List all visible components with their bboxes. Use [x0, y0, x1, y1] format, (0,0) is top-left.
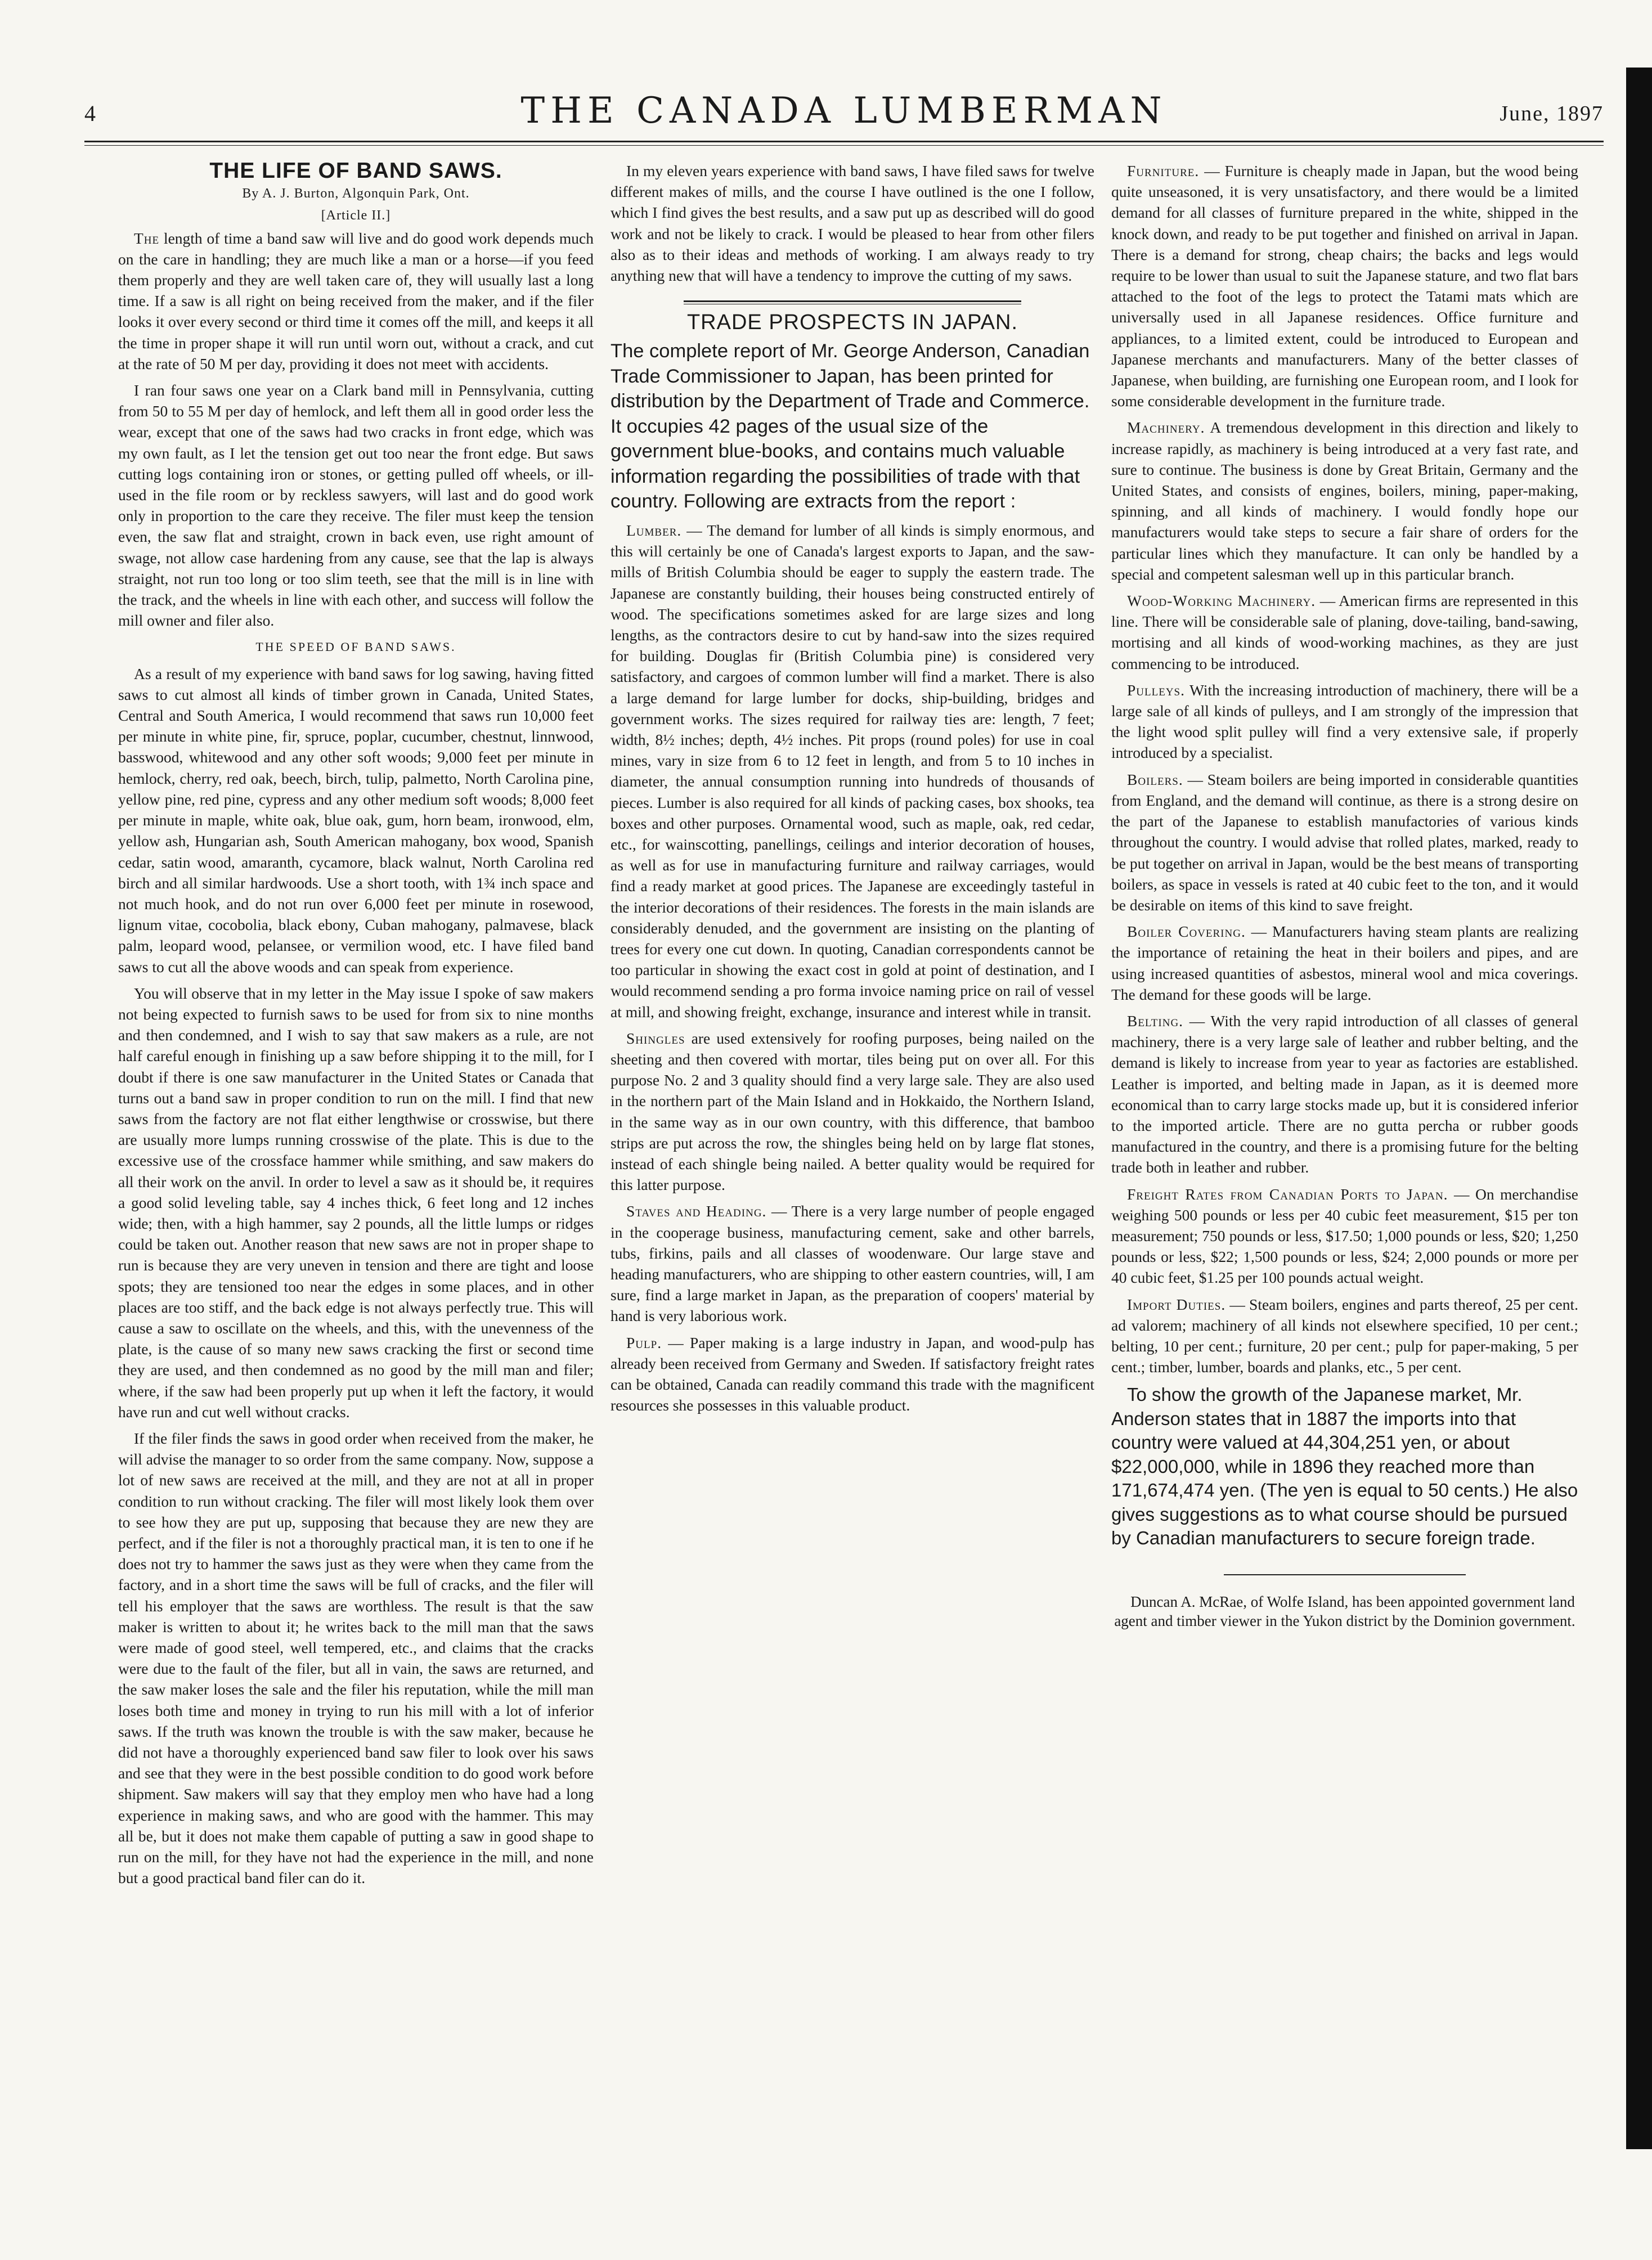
section-text: — The demand for lumber of all kinds is simply enormous, and this will certainly be one of Canada's largest exports to Japan, and the saw-mills of British Columbia should be eager to supply the eastern trade. The Japanese are constantly building, their houses being constructed entirely of wood. The specifications sometimes asked for are large sizes and long lengths, as the contractors desire to cut by hand-saw into the sizes required for building. Douglas fir (British Columbia pine) is considered very satisfactory, and cargoes of common lumber will find a market. There is also a large demand for large lumber for docks, ship-building, bridges and government works. The sizes required for railway ties are: length, 7 feet; width, 8½ inches; depth, 4½ inches. Pit props (round poles) for use in coal mines, vary in size from 6 to 12 feet in length, and from 5 to 10 inches in diameter, the annual consumption running into hundreds of thousands of pieces. Lumber is also required for all kinds of packing cases, box shooks, tea boxes and other purposes. Ornamental wood, such as maple, oak, red cedar, etc., for wainscotting, panellings, ceilings and interior decoration of houses, as well as for use in manufacturing furniture and railway carriages, would find a ready market at good prices. The Japanese are exceedingly tasteful in the interior decorations of their residences. The forests in the main islands are considerably denuded, and the government are insisting on the planting of trees for every one cut down. In quoting, Canadian correspondents cannot be too particular in showing the exact cost in gold at point of destination, and I would recommend sending a pro forma invoice naming price on rail of vessel at mill, and showing freight, exchange, insurance and interest while in transit.	[610, 521, 1094, 1021]
report-section-freight-rates	[1111, 1184, 1578, 1288]
section-head: Lumber.	[626, 521, 682, 539]
page-binding-edge	[1626, 68, 1652, 2149]
column-1	[118, 160, 594, 2236]
report-section-machinery	[1111, 417, 1578, 585]
column-3	[1111, 160, 1578, 2236]
section-text: — Manufacturers having steam plants are realizing the importance of retaining the heat in their boilers and pipes, and are using increased quantities of asbestos, mineral wool and mica coverings. The demand for these goods will be large.	[1111, 923, 1578, 1003]
news-notice: Duncan A. McRae, of Wolfe Island, has been appointed government land agent and timber viewer in the Yukon district by the Dominion government.	[1114, 1593, 1575, 1630]
article-title: THE LIFE OF BAND SAWS.	[209, 160, 502, 183]
paragraph-lead-word: The	[134, 229, 160, 247]
report-section-boiler-covering	[1111, 921, 1578, 1005]
paragraph-text: length of time a band saw will live and do good work depends much on the care in handling; they are much like a man or a horse—if you feed them properly and they are well taken care of, they will usually last a long time. If a saw is all right on being received from the maker, and if the filer looks it over every second or third time it comes off the mill, and keeps it all the time in proper shape it will run until worn out, without a crack, and cut at the rate of 50 M per day, providing it does not meet with accidents.	[118, 229, 594, 372]
header-rule-thin	[84, 145, 1604, 146]
section-rule	[1224, 1574, 1466, 1575]
report-section-boilers	[1111, 769, 1578, 915]
section-text: A tremendous development in this direction and likely to increase rapidly, as machinery is being introduced at a very fast rate, and sure to continue. The business is done by Great Britain, Germany and the United States, and consists of engines, boilers, mining, paper-making, spinning, and all kinds of machinery. I would fondly hope our manufacturers would take steps to secure a fair share of orders for the particular lines which they manufacture. It can only be handled by a special and competent salesman well up in this particular branch.	[1111, 419, 1578, 583]
article-paragraph	[118, 228, 594, 374]
section-head: Wood-Working Machinery.	[1127, 592, 1316, 610]
section-head: Pulleys.	[1127, 681, 1185, 699]
section-head: Staves and Heading.	[626, 1202, 767, 1220]
section-text: — There is a very large number of people engaged in the cooperage business, manufacturing cement, sake and other barrels, tubs, firkins, pails and all classes of woodenware. Our large stave and heading manufacturers, who are shipping to other eastern countries, will, I am sure, find a large market in Japan, as the preparation of coopers' material by hand is very laborious work.	[610, 1202, 1094, 1325]
section-head: Import Duties.	[1127, 1295, 1226, 1313]
article-subhead: THE SPEED OF BAND SAWS.	[255, 640, 456, 654]
section-head: Furniture.	[1127, 162, 1200, 179]
section-text: With the increasing introduction of machinery, there will be a large sale of all kinds of pulleys, and I am strongly of the impression that the light wood split pulley will find a very extensive sale, if properly introduced by a specialist.	[1111, 681, 1578, 762]
section-text: are used extensively for roofing purposes, being nailed on the sheeting and then covered with mortar, tiles being put on over all. For this purpose No. 2 and 3 quality should find a very large sale. They are also used in the northern part of the Main Island and in Hokkaido, the Northern Island, in the same way as in our own country, with this difference, that bamboo strips are put across the row, the shingles being held on by large flat stones, instead of each shingle being nailed. A better quality would be required for this latter purpose.	[610, 1029, 1094, 1194]
section-text: — American firms are represented in this line. There will be considerable sale of planing, dove-tailing, band-sawing, mortising and all kinds of wood-working machines, as they are just commencing to be introduced.	[1111, 592, 1578, 672]
report-section-pulp	[610, 1332, 1094, 1416]
report-section-lumber	[610, 520, 1094, 1022]
column-2	[610, 160, 1094, 2236]
section-text: — With the very rapid introduction of all classes of general machinery, there is a very large sale of leather and rubber belting, and the demand is likely to increase from year to year as factories are established. Leather is imported, and belting made in Japan, as it is deemed more economical than to carry large stocks made up, but it is considered inferior to the imported article. There are no gutta percha or rubber goods manufactured in the country, and there is a promising future for the belting trade both in leather and rubber.	[1111, 1012, 1578, 1176]
report-section-furniture	[1111, 160, 1578, 411]
report-section-pulleys	[1111, 680, 1578, 763]
issue-date: June, 1897	[1500, 102, 1604, 125]
section-text: — Paper making is a large industry in Japan, and wood-pulp has already been received from Germany and Sweden. If satisfactory freight rates can be obtained, Canada can readily command this trade with the magnificent resources she possesses in this valuable product.	[610, 1333, 1094, 1414]
section-head: Shingles	[626, 1029, 685, 1047]
section-head: Freight Rates from Canadian Ports to Japan.	[1127, 1185, 1448, 1203]
section-rule	[684, 300, 1021, 302]
article-paragraph: I ran four saws one year on a Clark band mill in Pennsylvania, cutting from 50 to 55 M per day of hemlock, and left them all in good order less the wear, except that one of the saws had two cracks in front edge, which was my own fault, as I let the tension get out too near the front edge. But saws cutting logs containing iron or stones, or getting pulled off wheels, or ill-used in the file room or by reckless sawyers, will last and do good work only in proportion to the care they receive. The filer must keep the tension even, the saw flat and straight, crown in back even, use right amount of swage, not allow case hardening from any cause, see that the lap is always straight, not run too long or too slim teeth, see that the mill is in line with the track, and the wheels in line with each other, and success will follow the mill owner and filer also.	[118, 381, 594, 630]
section-head: Machinery.	[1127, 419, 1205, 437]
article-title: TRADE PROSPECTS IN JAPAN.	[686, 311, 1018, 335]
section-text: — Steam boilers are being imported in considerable quantities from England, and the demand will continue, as there is a strong desire on the part of the Japanese to establish manufactories of various kinds throughout the country. I would advise that rolled plates, marked, ready to be put together on arrival in Japan, would be the best means of transporting boilers, as space in vessels is rated at 40 cubic feet to the ton, and it would be desirable on items of this kind to save freight.	[1111, 770, 1578, 914]
section-head: Pulp.	[626, 1333, 662, 1351]
section-head: Belting.	[1127, 1012, 1184, 1030]
report-section-wood-working	[1111, 590, 1578, 674]
article-lead-paragraph: The complete report of Mr. George Anderson, Canadian Trade Commissioner to Japan, has been printed for distribution by the Department of Trade and Commerce. It occupies 42 pages of the usual size of the government blue-books, and contains much valuable information regarding the possibilities of trade with that country. Following are extracts from the report :	[610, 340, 1090, 513]
page-number: 4	[84, 101, 96, 126]
article-paragraph: In my eleven years experience with band saws, I have filed saws for twelve different makes of mills, and the course I have outlined is the one I follow, which I find gives the best results, and a saw put up as described will do good work and not be likely to crack. I would be pleased to hear from other filers also as to their ideas and methods of working. I am always ready to try anything new that will have a tendency to improve the cutting of my saws.	[610, 162, 1094, 285]
masthead-title: THE CANADA LUMBERMAN	[520, 90, 1168, 132]
header-rule	[84, 141, 1604, 142]
page-header	[84, 90, 1604, 141]
section-head: Boiler Covering.	[1127, 923, 1246, 941]
report-section-shingles	[610, 1028, 1094, 1196]
section-head: Boilers.	[1127, 770, 1183, 788]
article-part: [Article II.]	[321, 208, 391, 223]
section-text: — On merchandise weighing 500 pounds or less per 40 cubic feet measurement, $15 per ton measurement; 750 pounds or less, $17.50; 1,000 pounds or less, $20; 1,250 pounds or less, $22; 1,500 pounds or less, $24; 2,000 pounds or more per 40 cubic feet, $1.25 per 100 pounds actual weight.	[1111, 1185, 1578, 1287]
section-text: — Steam boilers, engines and parts thereof, 25 per cent. ad valorem; machinery of all kinds not elsewhere specified, 10 per cent.; belting, 10 per cent.; furniture, 20 per cent.; pulp for paper-making, 5 per cent.; timber, lumber, boards and planks, etc., 5 per cent.	[1111, 1295, 1578, 1376]
section-text: — Furniture is cheaply made in Japan, but the wood being quite unseasoned, it is very unsatisfactory, and there would be a limited demand for all classes of furniture prepared in the white, shipped in the knock down, and ready to be put together and finished on arrival in Japan. There is a demand for strong, cheap chairs; the backs and legs would require to be lower than usual to suit the Japanese stature, and two flat bars attached to the foot of the legs to protect the Tatami mats which are universally used in all Japanese residences. Office furniture and appliances, to a limited extent, could be introduced to European and Japanese merchants and manufacturers. Many of the better classes of Japanese, when building, are furnishing one European room, and I look for some considerable development in the furniture trade.	[1111, 162, 1578, 410]
report-section-belting	[1111, 1010, 1578, 1178]
report-section-staves	[610, 1201, 1094, 1326]
article-byline: By A. J. Burton, Algonquin Park, Ont.	[242, 186, 470, 201]
report-section-import-duties	[1111, 1294, 1578, 1378]
article-paragraph: If the filer finds the saws in good order when received from the maker, he will advise the manager to so order from the same company. Now, suppose a lot of new saws are received at the mill, and they are not at all in proper condition to run without cracking. The filer will most likely look them over to see how they are put up, supposing that because they are new they are perfect, and if the filer is not a thoroughly practical man, it is ten to one if he does not try to hammer the saws just as they were when they came from the factory, and in a short time the saws will be full of cracks, and the filer will tell his employer that the saws are worthless. The result is that the saw maker is written to about it; he writes back to the mill man that the saws were made of good steel, well tempered, etc., and claims that the cracks were due to the fault of the filer, but all in vain, the saws are returned, and the saw maker loses the sale and the filer his reputation, while the mill man loses both time and money in trying to run his mill with a lot of inferior saws. If the truth was known the trouble is with the saw maker, because he did not have a thoroughly experienced band saw filer to look over his saws and see that they were in the best possible condition to do good work before shipment. Saw makers will say that they employ men who have had a long experience in making saws, and who are good with the hammer. This may all be, but it does not make them capable of putting a saw in good shape to run on the mill, for they have not had the experience in the mill, and none but a good practical band filer can do it.	[118, 1429, 594, 1887]
article-closing-paragraph: To show the growth of the Japanese market, Mr. Anderson states that in 1887 the imports into that country were valued at 44,304,251 yen, or about $22,000,000, while in 1896 they reached more than 171,674,474 yen. (The yen is equal to 50 cents.) He also gives suggestions as to what course should be pursued by Canadian manufacturers to secure foreign trade.	[1111, 1384, 1578, 1549]
article-paragraph: As a result of my experience with band saws for log sawing, having fitted saws to cut almost all kinds of timber grown in Canada, United States, Central and South America, I would recommend that saws run 10,000 feet per minute in white pine, fir, spruce, poplar, cucumber, chestnut, linnwood, basswood, whitewood and any other soft woods; 9,000 feet per minute in hemlock, cherry, red oak, beech, birch, tulip, palmetto, North Carolina pine, yellow pine, red pine, cypress and any other medium soft woods; 8,000 feet per minute in maple, white oak, blue oak, gum, horn beam, ironwood, elm, yellow ash, Hungarian ash, South American mahogany, box wood, Spanish cedar, satin wood, amaranth, cycamore, black walnut, North Carolina red birch and all similar hardwoods. Use a short tooth, with 1¾ inch space and not much hook, and do not run over 6,000 feet per minute in rosewood, lignum vitae, cocobolia, black ebony, Cuban mahogany, palmavese, black palm, leopard wood, pelansee, or vermilion wood, etc. I have filed band saws to cut all the above woods and can speak from experience.	[118, 664, 594, 976]
article-paragraph: You will observe that in my letter in the May issue I spoke of saw makers not being expected to furnish saws to be used for from six to nine months and then condemned, and I wish to say that saw makers as a rule, are not half careful enough in finishing up a saw before shipping it to the mill, for I doubt if there is one saw manufacturer in the United States or Canada that turns out a band saw in proper condition to run on the mill. I find that new saws from the factory are not flat either lengthwise or crosswise, but there are usually more lumps running crosswise of the plate. This is due to the excessive use of the crossface hammer while smithing, and saw makers do all their work on the anvil. In order to level a saw as it should be, it requires a good solid leveling table, say 4 inches thick, 6 feet long and 12 inches wide; then, with a high hammer, say 2 pounds, all the little lumps or ridges could be taken out. Another reason that new saws are not in proper shape to run is because they are very uneven in tension and there are tight and loose spots; they are tensioned too near the edges in some places, and in other places are too stiff, and the back edge is not always perfectly true. This will cause a saw to oscillate on the wheels, and this, with the unevenness of the plate, is the cause of so many new saws cracking the first or second time they are used, and then condemned as no good by the mill man and filer; where, if the saw had been properly put up when it left the factory, it would have run and cut well without cracks.	[118, 984, 594, 1421]
